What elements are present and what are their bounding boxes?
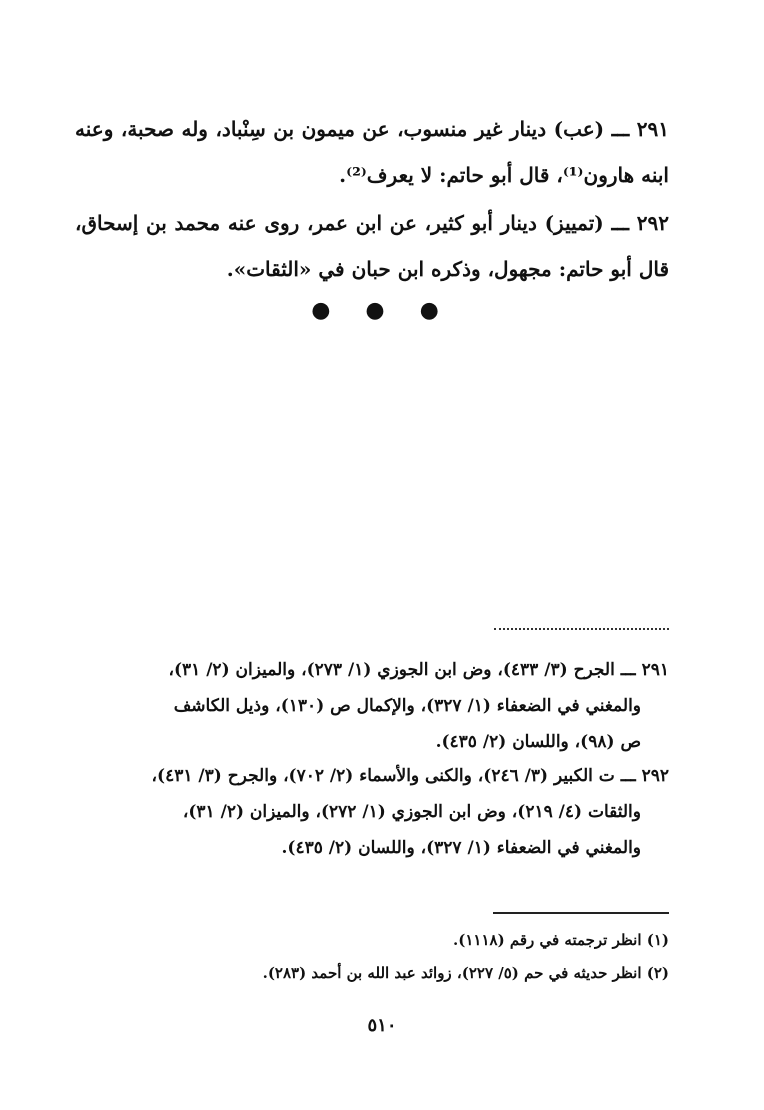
entry-text: ـــ (عب) دينار غير منسوب، عن ميمون بن سِنْباد، وله صحبة، وعنه ابنه هارون⁽¹⁾، قال أبو حاتم: لا يعرف⁽²⁾. <box>75 117 669 187</box>
source-line: ٢٩١ ـــ الجرح (٣/ ٤٣٣)، وض ابن الجوزي (١/ ٢٧٣)، والميزان (٢/ ٣١)، <box>168 660 669 680</box>
sources-291 <box>75 652 669 760</box>
entry-number: ٢٩١ <box>636 117 670 141</box>
source-line: ص (٩٨)، واللسان (٢/ ٤٣٥). <box>435 732 641 752</box>
section-separator: ● ● ● <box>311 298 453 323</box>
source-line: والمغني في الضعفاء (١/ ٣٢٧)، واللسان (٢/ ٤٣٥). <box>281 838 641 858</box>
entry-text: ـــ (تمييز) دينار أبو كثير، عن ابن عمر، روى عنه محمد بن إسحاق، قال أبو حاتم: مجهول، وذكره ابن حبان في «الثقات». <box>75 211 669 281</box>
entry-number: ٢٩٢ <box>636 211 669 235</box>
source-line: ٢٩٢ ـــ ت الكبير (٣/ ٢٤٦)، والكنى والأسماء (٢/ ٧٠٢)، والجرح (٣/ ٤٣١)، <box>151 766 669 786</box>
footnote-2: (٢) انظر حديثه في حم (٥/ ٢٢٧)، زوائد عبد الله بن أحمد (٢٨٣). <box>262 964 669 982</box>
footnote-rule <box>493 912 669 914</box>
dotted-divider <box>494 628 669 630</box>
source-line: والثقات (٤/ ٢١٩)، وض ابن الجوزي (١/ ٢٧٢)، والميزان (٢/ ٣١)، <box>182 802 641 822</box>
footnote-1: (١) انظر ترجمته في رقم (١١١٨). <box>453 931 669 949</box>
sources-292 <box>75 758 669 866</box>
entry-292 <box>75 200 669 292</box>
page-number: ٥١٠ <box>367 1015 397 1036</box>
footnotes <box>75 924 669 990</box>
entry-291 <box>75 106 669 198</box>
source-line: والمغني في الضعفاء (١/ ٣٢٧)، والإكمال ص (١٣٠)، وذيل الكاشف <box>173 696 641 716</box>
